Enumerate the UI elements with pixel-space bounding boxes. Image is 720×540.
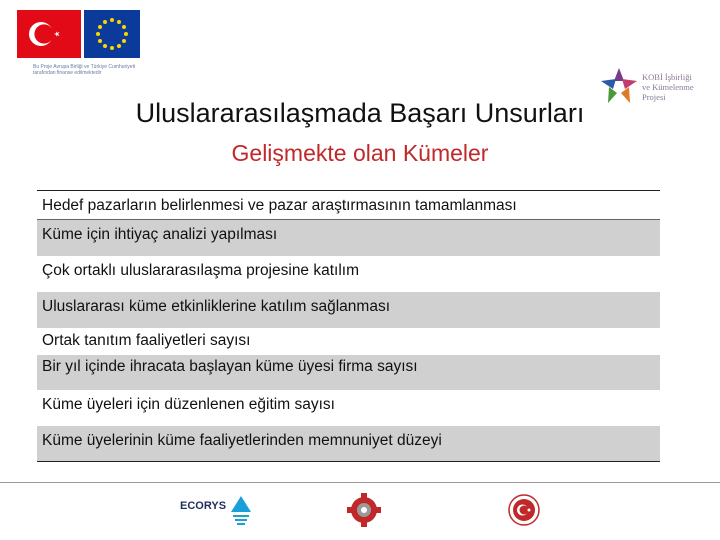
table-row: Çok ortaklı uluslararasılaşma projesine katılım	[42, 262, 360, 279]
crescent-star-icon	[17, 10, 81, 58]
gear-logo-icon	[346, 492, 382, 528]
eu-stars-icon	[84, 10, 140, 58]
turkish-flag	[17, 10, 81, 58]
ecorys-triangle-icon	[230, 494, 252, 528]
table-row: Küme üyeleri için düzenlenen eğitim sayısı	[42, 396, 335, 413]
eu-flag	[84, 10, 140, 58]
ministry-seal-icon	[508, 494, 540, 526]
table-row: Hedef pazarların belirlenmesi ve pazar araştırmasının tamamlanması	[37, 190, 660, 220]
table-row: Bir yıl içinde ihracata başlayan küme üyesi firma sayısı	[37, 355, 660, 390]
kobi-logo-text: KOBİ İşbirliği ve Kümelenme Projesi	[642, 72, 694, 102]
page-subtitle: Gelişmekte olan Kümeler	[231, 140, 489, 166]
page-title: Uluslararasılaşmada Başarı Unsurları	[135, 98, 585, 128]
table-row: Ortak tanıtım faaliyetleri sayısı	[42, 332, 251, 349]
criteria-table	[37, 190, 660, 462]
table-row: Uluslararası küme etkinliklerine katılım sağlanması	[37, 292, 660, 328]
table-row: Küme üyelerinin küme faaliyetlerinden memnuniyet düzeyi	[37, 426, 660, 462]
ecorys-logo-text: ECORYS	[180, 500, 227, 512]
table-row: Küme için ihtiyaç analizi yapılması	[37, 220, 660, 256]
footer-divider	[0, 482, 720, 483]
funding-note: Bu Proje Avrupa Birliği ve Türkiye Cumhuriyeti tarafından finanse edilmektedir	[33, 64, 136, 76]
